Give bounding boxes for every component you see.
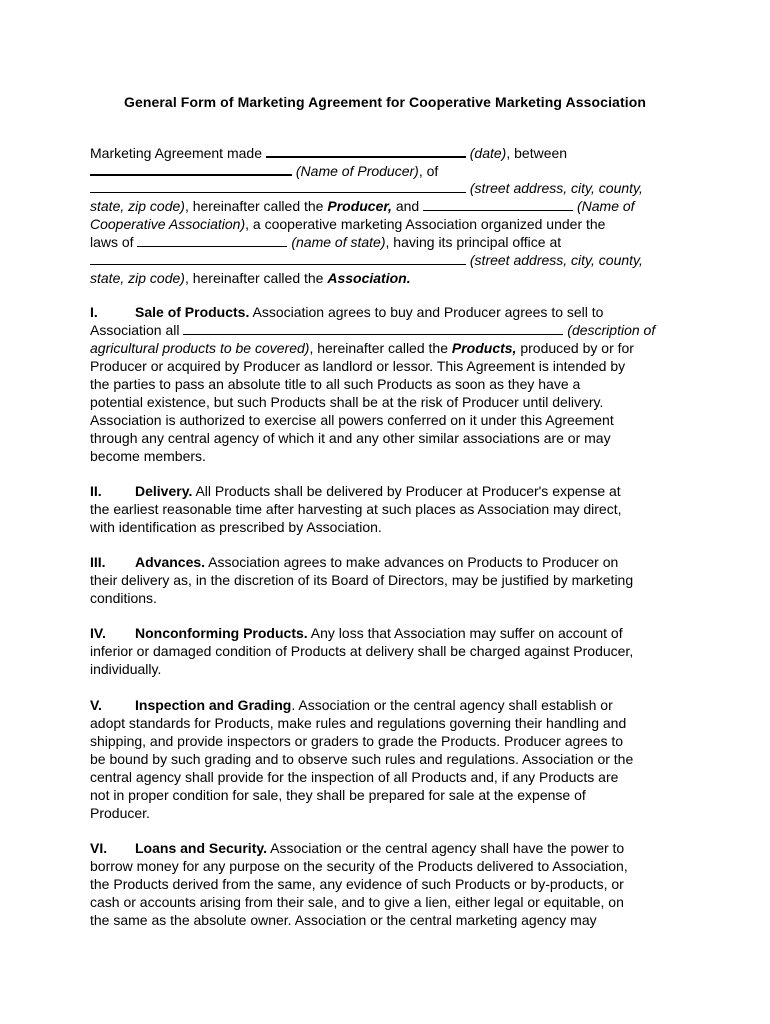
document-title: General Form of Marketing Agreement for Cooperative Marketing Association xyxy=(123,94,647,110)
section-advances: III. Advances. Association agrees to make advances on Products to Producer on their delivery as, in the discretion of its Board of Directors, may be justified by marketing conditions. xyxy=(90,554,634,606)
producer-name-blank[interactable] xyxy=(90,161,292,176)
association-address-blank[interactable] xyxy=(90,251,466,265)
intro-line: Marketing Agreement made (date), between xyxy=(90,145,568,161)
section-sale-of-products: I. Sale of Products. Association agrees to buy and Producer agrees to sell to Association all (description of agricultural products to be covered), hereinafter called the Products, produced by or for Producer or acquired by Producer as landlord or lessor. This Agreement is intended by the parties to pass an absolute title to all such Products as soon as they have a potential existence, but such Products shall be at the risk of Producer until delivery. Association is authorized to exercise all powers conferred on it under this Agreement through any central agency of which it and any other similar associations are or may become members. xyxy=(90,304,656,464)
state-blank[interactable] xyxy=(137,233,287,247)
intro-line: (street address, city, county, xyxy=(90,251,690,269)
association-name-blank[interactable] xyxy=(423,197,573,211)
section-delivery: II. Delivery. All Products shall be delivered by Producer at Producer's expense at the earliest reasonable time after harvesting at such places as Association may direct, with identification as prescribed by Association. xyxy=(90,483,622,535)
intro-line: (street address, city, county, xyxy=(90,179,690,197)
section-nonconforming-products: IV. Nonconforming Products. Any loss that Association may suffer on account of inferior or damaged condition of Products at delivery shall be charged against Producer, individually. xyxy=(90,625,634,677)
intro-line: state, zip code), hereinafter called the Association. xyxy=(90,270,411,286)
intro-line: state, zip code), hereinafter called the Producer, and (Name of xyxy=(90,198,635,214)
intro-line: (Name of Producer), of xyxy=(90,161,690,179)
producer-address-blank[interactable] xyxy=(90,179,466,193)
intro-line: Cooperative Association), a cooperative marketing Association organized under the xyxy=(90,216,606,232)
intro-line: laws of (name of state), having its principal office at xyxy=(90,234,562,250)
intro-paragraph xyxy=(90,143,690,287)
date-blank[interactable] xyxy=(266,143,466,158)
products-description-blank[interactable] xyxy=(183,321,563,335)
section-loans-and-security: VI. Loans and Security. Association or the central agency shall have the power to borrow money for any purpose on the security of the Products delivered to Association, the Products derived from the same, any evidence of such Products or by-products, or cash or accounts arising from their sale, and to give a lien, either legal or equitable, on the same as the absolute owner. Association or the central marketing agency may xyxy=(90,840,628,928)
section-inspection-and-grading: V. Inspection and Grading. Association or the central agency shall establish or adopt standards for Products, make rules and regulations governing their handling and shipping, and provide inspectors or graders to grade the Products. Producer agrees to be bound by such grading and to observe such rules and regulations. Association or the central agency shall provide for the inspection of all Products and, if any Products are not in proper condition for sale, they shall be prepared for sale at the expense of Producer. xyxy=(90,697,634,821)
